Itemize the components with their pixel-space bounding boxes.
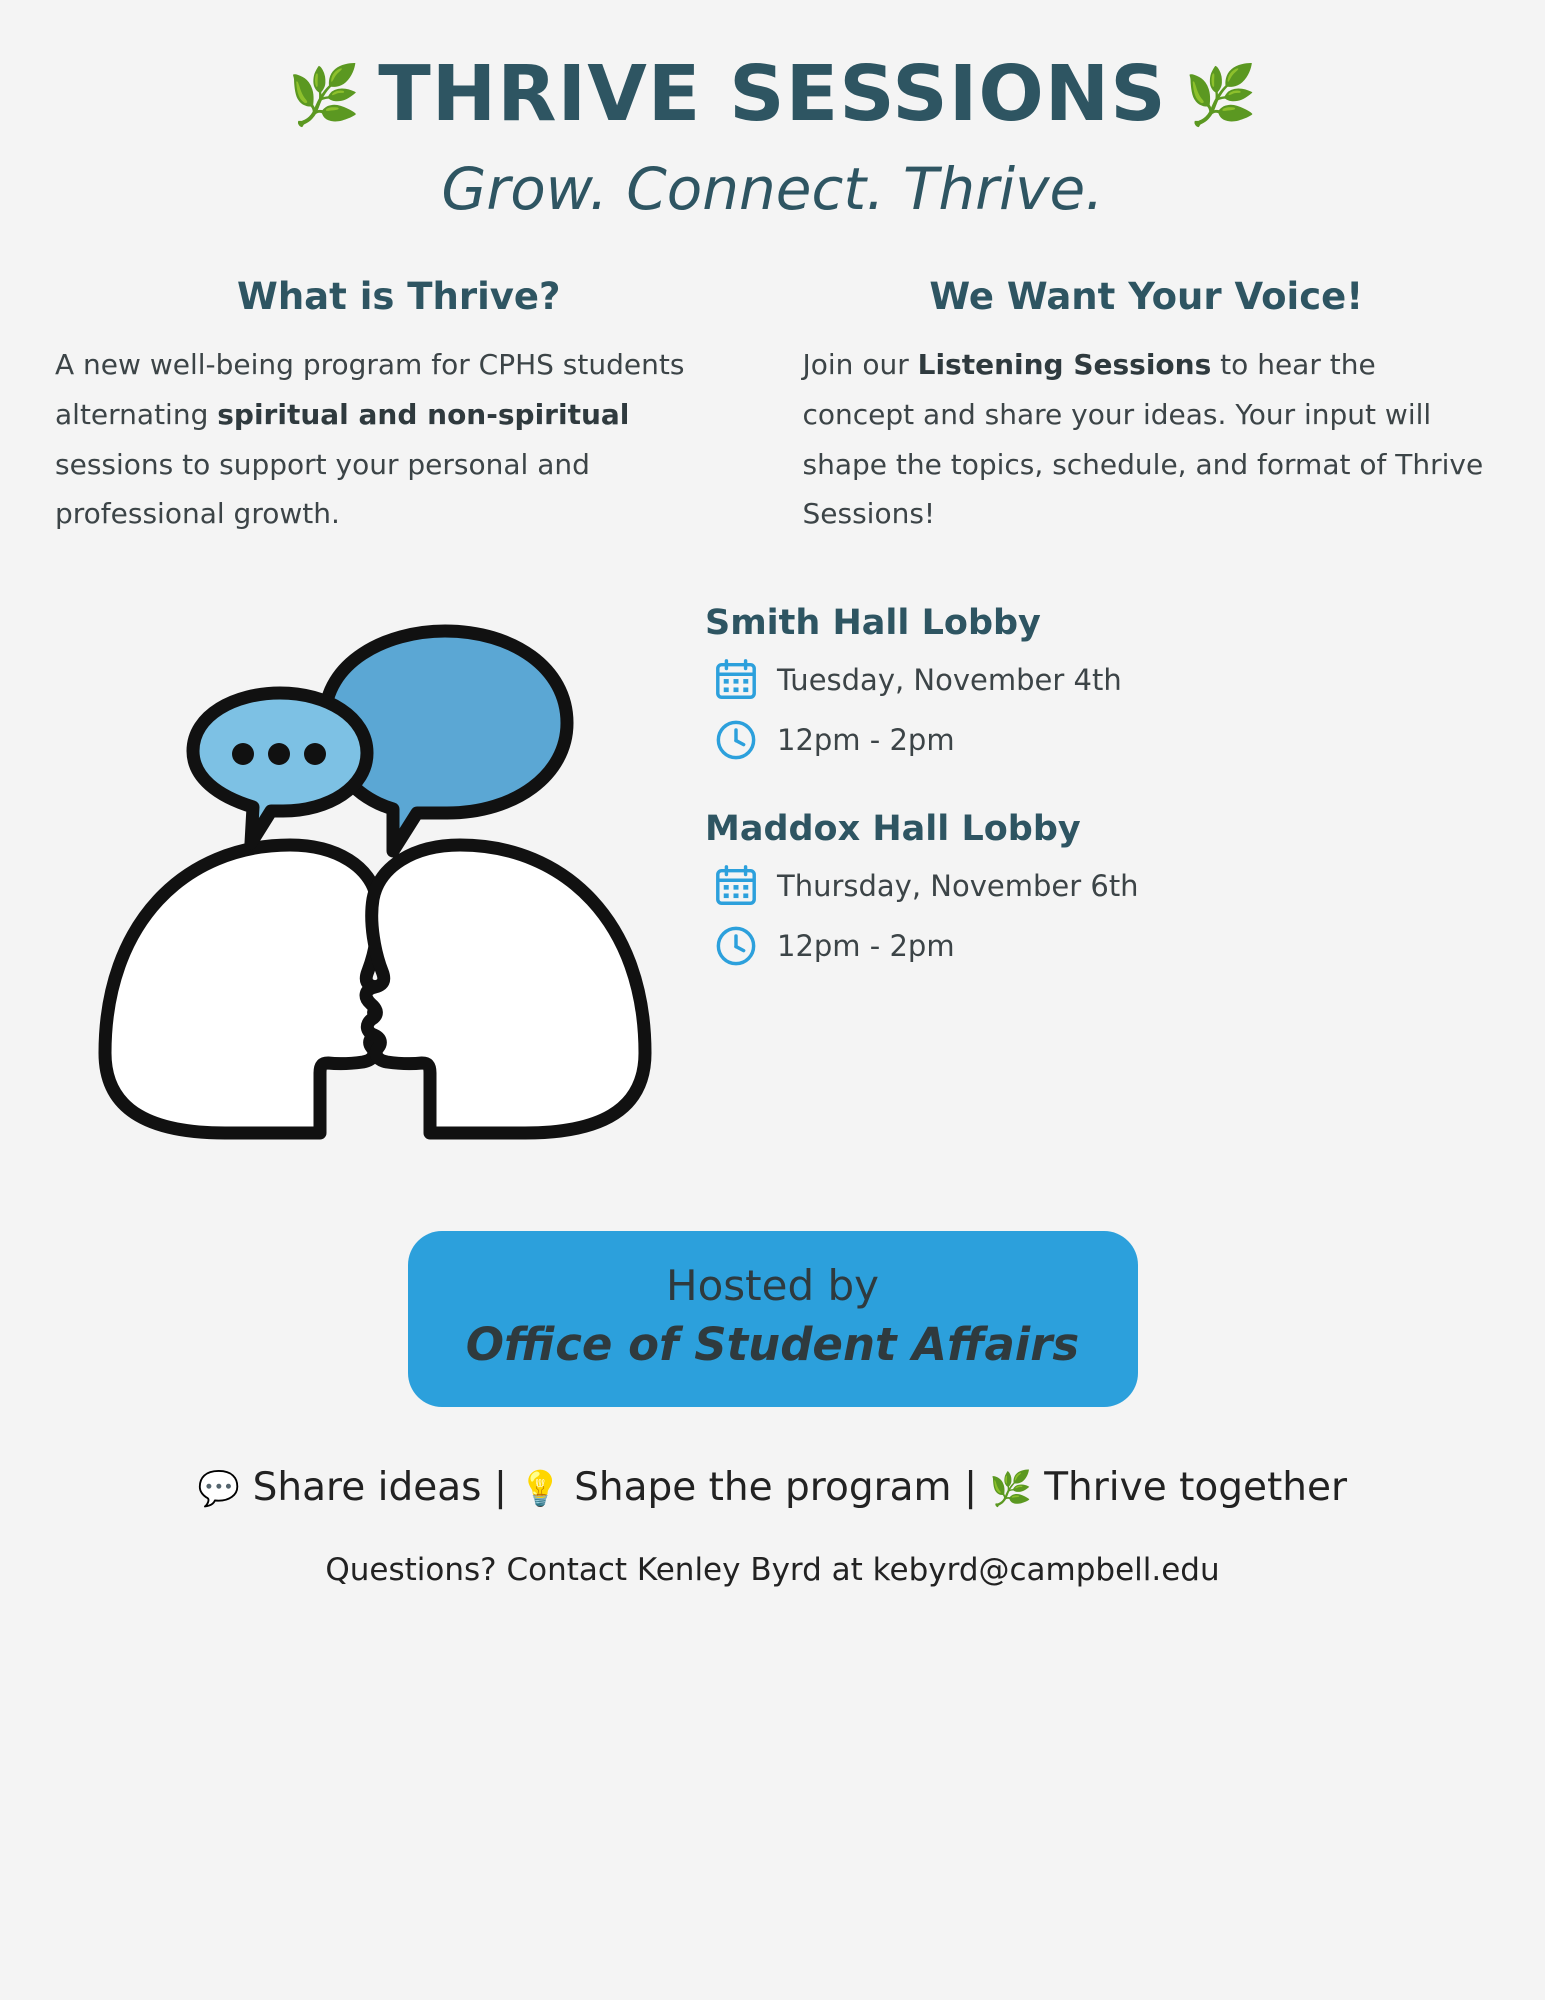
herb-sprig-icon: 🌿 (989, 1469, 1032, 1510)
column-heading: What is Thrive? (237, 275, 561, 318)
event-time-row (713, 717, 1490, 763)
column-what-is-thrive (55, 275, 743, 539)
illustration-and-events (55, 573, 1490, 1183)
two-heads-speech-bubbles-illustration (55, 573, 695, 1183)
events-list (695, 573, 1490, 1183)
event-date: Thursday, November 6th (777, 869, 1139, 904)
speech-bubble-icon: 💬 (197, 1469, 241, 1510)
hosted-by-organization: Office of Student Affairs (465, 1317, 1080, 1371)
contact-line: Questions? Contact Kenley Byrd at kebyrd@campbell.edu (325, 1552, 1220, 1589)
calendar-icon (713, 863, 759, 909)
poster-header (55, 0, 1490, 223)
page-title: THRIVE SESSIONS (378, 50, 1167, 139)
calendar-icon (713, 657, 759, 703)
event-location: Maddox Hall Lobby (705, 809, 1081, 850)
text-part-bold: spiritual and non-spiritual (217, 397, 630, 431)
title-row (55, 50, 1490, 139)
column-we-want-your-voice (803, 275, 1491, 539)
hosted-by-label: Hosted by (666, 1261, 879, 1311)
clock-icon (713, 923, 759, 969)
text-part: A new well-being program for CPHS students alternating (55, 348, 685, 431)
event-smith-hall (705, 603, 1490, 763)
tagline-item-2: Shape the program (574, 1465, 952, 1511)
clock-icon (713, 717, 759, 763)
conversation-illustration-svg (75, 623, 675, 1183)
event-time: 12pm - 2pm (777, 929, 955, 964)
event-date-row (713, 657, 1490, 703)
text-part-bold: Listening Sessions (917, 348, 1212, 381)
herb-sprig-icon-right: 🌿 (1184, 60, 1257, 129)
text-part: sessions to support your personal and professional growth. (55, 447, 590, 531)
page-subtitle: Grow. Connect. Thrive. (441, 155, 1104, 223)
event-maddox-hall (705, 809, 1490, 969)
column-heading: We Want Your Voice! (929, 275, 1364, 318)
event-location: Smith Hall Lobby (705, 603, 1041, 644)
lightbulb-icon: 💡 (519, 1469, 562, 1510)
herb-sprig-icon-left: 🌿 (288, 60, 361, 129)
event-date-row (713, 863, 1490, 909)
tagline-row (55, 1465, 1490, 1510)
tagline-separator: | (493, 1465, 507, 1511)
tagline-separator: | (963, 1465, 978, 1511)
event-time: 12pm - 2pm (777, 723, 955, 758)
small-speech-bubble (193, 693, 367, 843)
intro-columns (55, 275, 1490, 539)
hosted-by-section (55, 1231, 1490, 1407)
hosted-by-card (408, 1231, 1138, 1407)
event-time-row (713, 923, 1490, 969)
event-date: Tuesday, November 4th (777, 663, 1122, 698)
tagline-item-3: Thrive together (1044, 1465, 1348, 1511)
column-body (803, 340, 1491, 539)
column-body (55, 340, 743, 539)
tagline-item-1: Share ideas (252, 1465, 482, 1511)
text-part: to hear the concept and share your ideas. Your input will shape the topics, schedule, and format of Thrive Sessions! (802, 348, 1484, 531)
text-part: Join our (802, 348, 918, 381)
